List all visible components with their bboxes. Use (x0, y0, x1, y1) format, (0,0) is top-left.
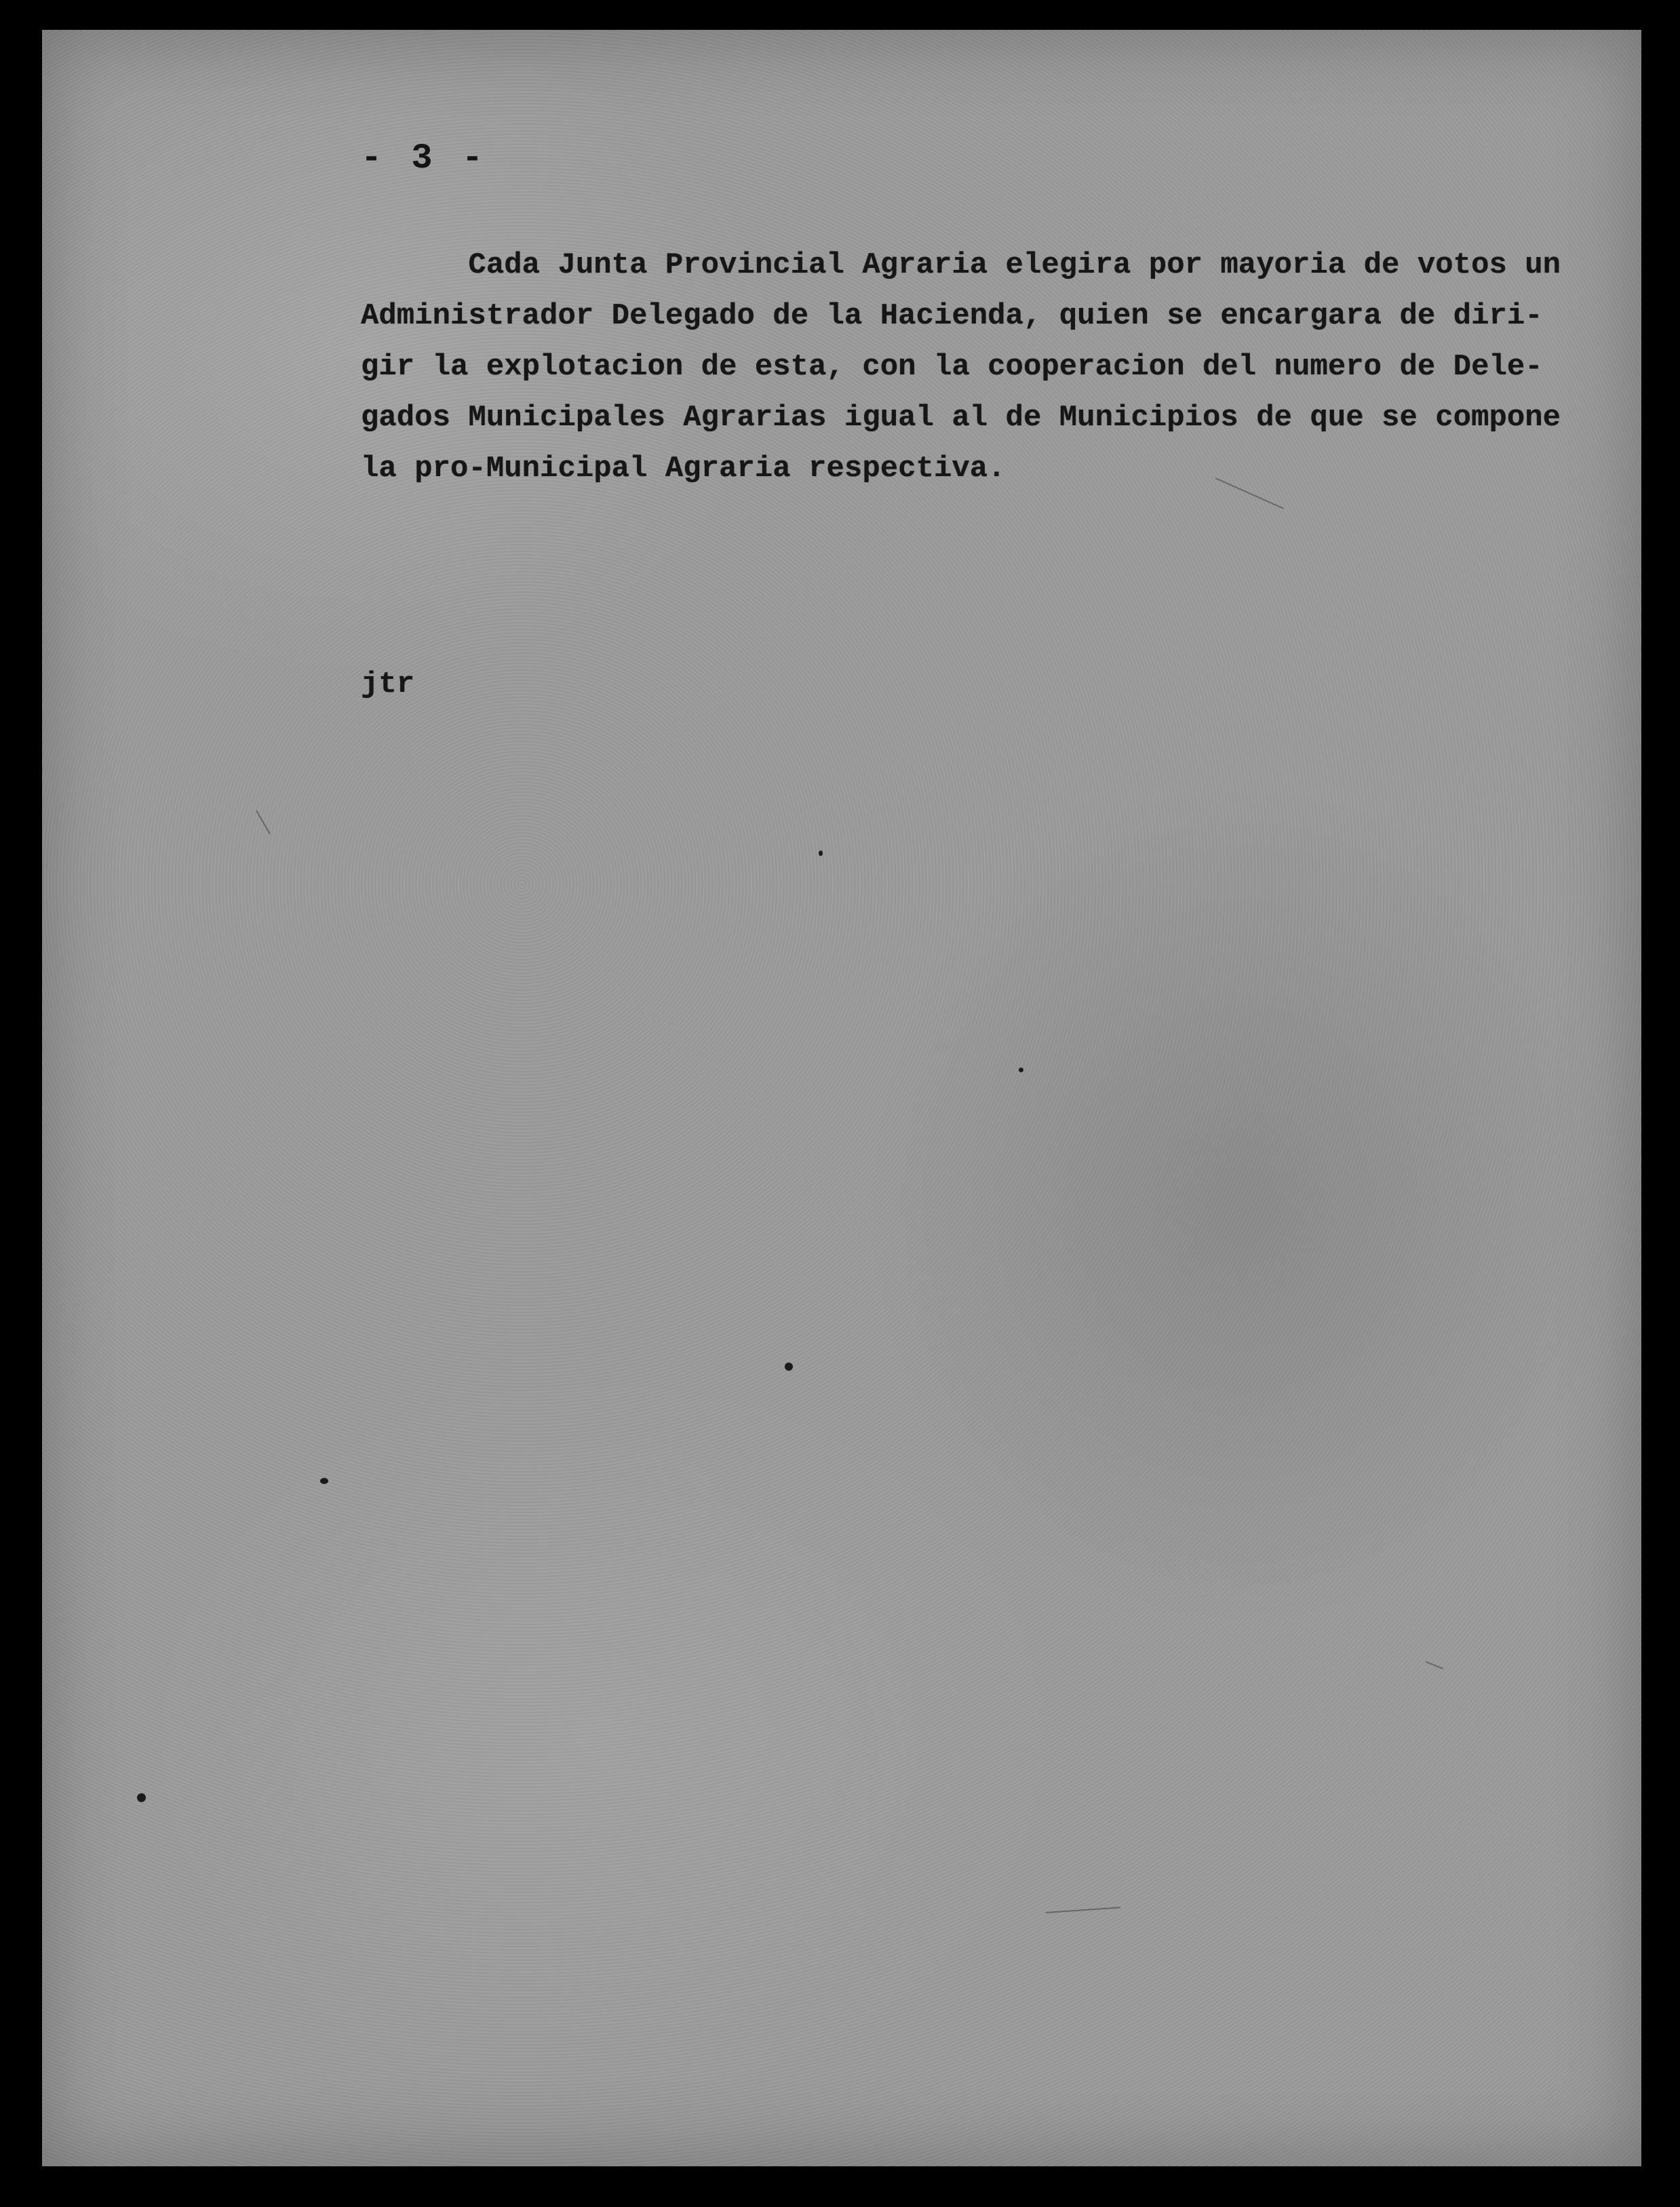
paragraph-line: Administrador Delegado de la Hacienda, quien se encargara de diri- (361, 299, 1543, 333)
dust-speck (1019, 1068, 1023, 1072)
scratch-mark (1426, 1661, 1444, 1669)
typist-initials: jtr (361, 667, 415, 701)
dust-speck (785, 1363, 793, 1371)
paragraph-line: gados Municipales Agrarias igual al de Municipios de que se compone (361, 401, 1561, 435)
dust-speck (819, 851, 823, 856)
body-paragraph (361, 240, 1568, 494)
typewritten-page (42, 30, 1641, 2166)
dust-speck (320, 1478, 328, 1484)
page-number: - 3 - (361, 138, 488, 178)
scratch-mark (256, 810, 271, 835)
dust-speck (137, 1793, 146, 1802)
paragraph-line: gir la explotacion de esta, con la cooperacion del numero de Dele- (361, 350, 1543, 384)
paragraph-line: la pro-Municipal Agraria respectiva. (361, 452, 1006, 486)
scratch-mark (1046, 1907, 1120, 1913)
paragraph-line: Cada Junta Provincial Agraria elegira por mayoria de votos un (361, 248, 1561, 282)
